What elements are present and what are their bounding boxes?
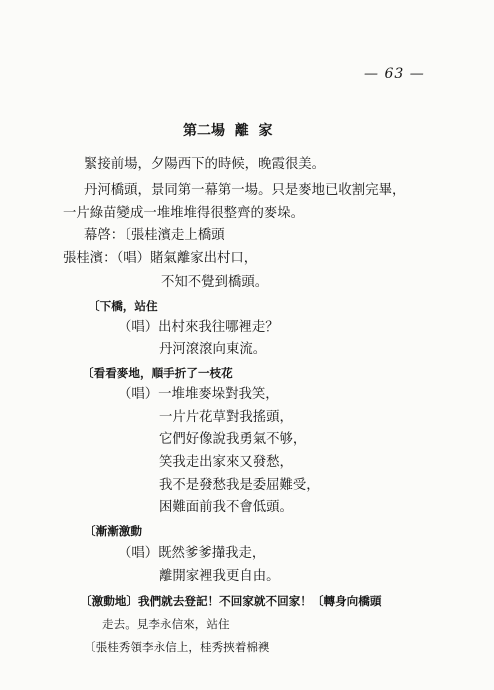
stage-direction: 幕啓：〔張桂濱走上橋頭	[84, 228, 225, 243]
stage-direction: 〔激動地〕我們就去登記！不回家就不回家！〔轉身向橋頭	[80, 594, 382, 608]
song-line: （唱）一堆堆麥垛對我笑，	[118, 387, 279, 402]
stage-direction: 〔張桂秀領李永信上，桂秀挾着棉襖	[84, 640, 270, 654]
page-number: — 63 —	[364, 66, 425, 82]
song-line: 丹河滾滾向東流。	[159, 342, 267, 357]
song-line: 笑我走出家來又發愁，	[159, 455, 293, 470]
song-line: 不知不覺到橋頭。	[161, 275, 269, 290]
stage-direction: 〔看看麥地，順手折了一枝花	[82, 366, 233, 380]
scene-title: 第二場 離 家	[183, 123, 273, 139]
song-line: 它們好像說我勇氣不够，	[159, 432, 307, 447]
body-line: 一片綠苗變成一堆堆堆得很整齊的麥垛。	[63, 206, 305, 221]
song-line: 離開家裡我更自由。	[159, 569, 280, 584]
song-line: （唱）既然爹爹攆我走，	[118, 546, 266, 561]
song-line: 我不是發愁我是委屈難受，	[159, 478, 320, 493]
song-line: （唱）出村來我往哪裡走？	[118, 320, 279, 335]
stage-direction: 〔下橋，站住	[88, 299, 158, 313]
dialogue-line: 張桂濱：（唱）賭氣離家出村口，	[63, 251, 258, 266]
stage-direction: 走去。見李永信來，站住	[102, 617, 230, 631]
body-line: 緊接前場，夕陽西下的時候，晚霞很美。	[84, 157, 326, 172]
song-line: 一片片花草對我搖頭，	[159, 410, 293, 425]
body-line: 丹河橋頭，景同第一幕第一場。只是麥地已收割完畢，	[84, 183, 406, 198]
stage-direction: 〔漸漸激動	[84, 524, 142, 538]
song-line: 困難面前我不會低頭。	[159, 500, 293, 515]
